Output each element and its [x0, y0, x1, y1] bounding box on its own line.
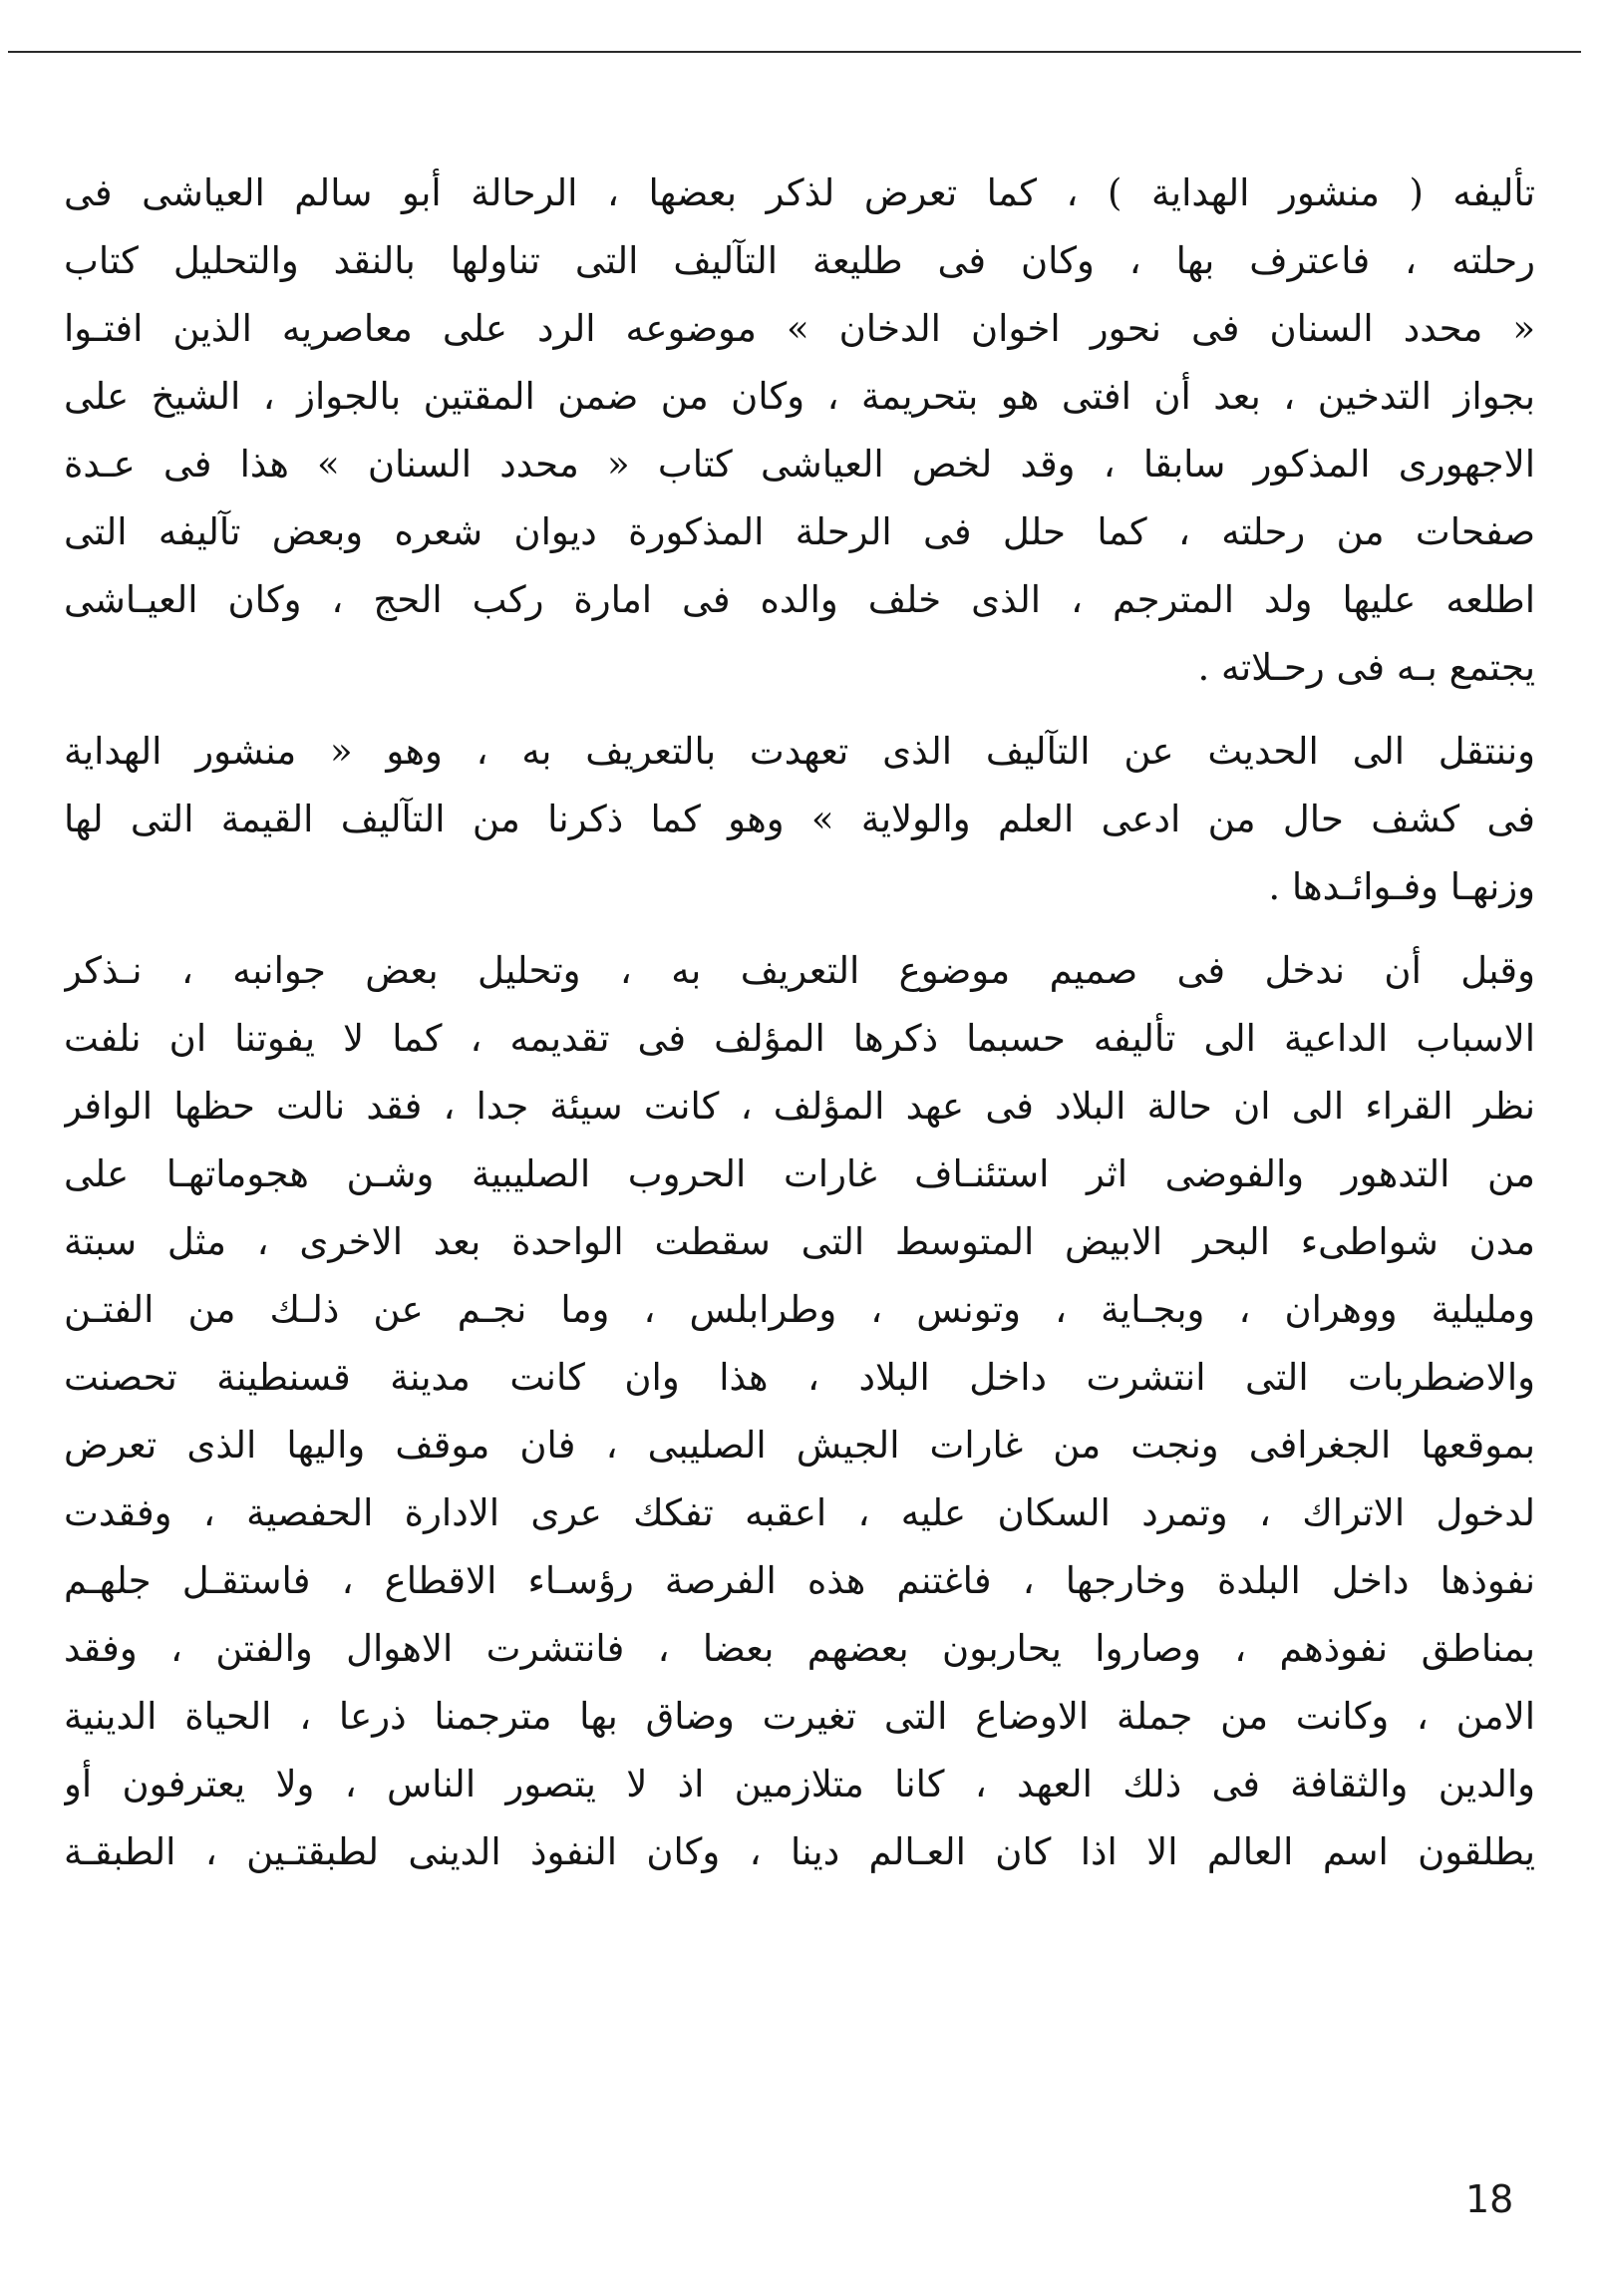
text-line: نفوذها داخل البلدة وخارجها ، فاغتنم هذه الفرصة رؤسـاء الاقطاع ، فاستقـل جلهـم	[64, 1559, 1535, 1602]
text-line: نظر القراء الى ان حالة البلاد فى عهد المؤلف ، كانت سيئة جدا ، فقد نالت حظها الوافر	[64, 1085, 1535, 1128]
text-line: الاسباب الداعية الى تأليفه حسبما ذكرها المؤلف فى تقديمه ، كما لا يفوتنا ان نلفت	[64, 1017, 1535, 1060]
text-line: بموقعها الجغرافى ونجت من غارات الجيش الصليبى ، فان موقف واليها الذى تعرض	[64, 1424, 1535, 1467]
paragraph-gap	[64, 921, 1535, 937]
page-body	[64, 160, 1535, 1886]
text-line: يطلقون اسم العالم الا اذا كان العـالم دينا ، وكان النفوذ الدينى لطبقتـين ، الطبقـة	[64, 1830, 1535, 1873]
text-line: وننتقل الى الحديث عن التآليف الذى تعهدت بالتعريف به ، وهو « منشور الهداية	[64, 730, 1535, 773]
page-number: 18	[1465, 2177, 1514, 2221]
text-line: الاجهورى المذكور سابقا ، وقد لخص العياشى كتاب « محدد السنان » هذا فى عـدة	[64, 443, 1535, 486]
text-line: يجتمع بـه فى رحـلاته .	[1197, 646, 1535, 689]
text-line: والدين والثقافة فى ذلك العهد ، كانا متلازمين اذ لا يتصور الناس ، ولا يعترفون أو	[64, 1763, 1535, 1805]
text-line: الامن ، وكانت من جملة الاوضاع التى تغيرت وضاق بها مترجمنا ذرعا ، الحياة الدينية	[64, 1695, 1535, 1738]
text-line: بمناطق نفوذهم ، وصاروا يحاربون بعضهم بعضا ، فانتشرت الاهوال والفتن ، وفقد	[64, 1627, 1535, 1670]
text-line: صفحات من رحلته ، كما حلل فى الرحلة المذكورة ديوان شعره وبعض تآليفه التى	[64, 510, 1535, 553]
paragraph-3	[64, 937, 1535, 1886]
paragraph-gap	[64, 702, 1535, 718]
text-line: وزنهـا وفـوائـدها .	[1268, 865, 1535, 908]
text-line: تأليفه ( منشور الهداية ) ، كما تعرض لذكر بعضها ، الرحالة أبو سالم العياشى فى	[64, 171, 1535, 214]
paragraph-1	[64, 160, 1535, 702]
paragraph-2	[64, 718, 1535, 921]
header-rule	[8, 51, 1581, 53]
text-line: « محدد السنان فى نحور اخوان الدخان » موضوعه الرد على معاصريه الذين افتـوا	[64, 307, 1535, 350]
text-line: بجواز التدخين ، بعد أن افتى هو بتحريمة ، وكان من ضمن المقتين بالجواز ، الشيخ على	[64, 375, 1535, 418]
text-line: ومليلية ووهران ، وبجـاية ، وتونس ، وطرابلس ، وما نجـم عن ذلـك من الفتـن	[64, 1288, 1535, 1331]
text-line: والاضطربات التى انتشرت داخل البلاد ، هذا وان كانت مدينة قسنطينة تحصنت	[64, 1356, 1535, 1399]
text-line: لدخول الاتراك ، وتمرد السكان عليه ، اعقبه تفكك عرى الادارة الحفصية ، وفقدت	[64, 1491, 1535, 1534]
text-line: مدن شواطىء البحر الابيض المتوسط التى سقطت الواحدة بعد الاخرى ، مثل سبتة	[64, 1220, 1535, 1263]
text-line: اطلعه عليها ولد المترجم ، الذى خلف والده فى امارة ركب الحج ، وكان العيـاشى	[64, 578, 1535, 621]
text-line: وقبل أن ندخل فى صميم موضوع التعريف به ، وتحليل بعض جوانبه ، نـذكر	[64, 949, 1535, 992]
text-line: من التدهور والفوضى اثر استئنـاف غارات الحروب الصليبية وشـن هجوماتهـا على	[64, 1152, 1535, 1195]
text-line: فى كشف حال من ادعى العلم والولاية » وهو كما ذكرنا من التآليف القيمة التى لها	[64, 798, 1535, 840]
text-line: رحلته ، فاعترف بها ، وكان فى طليعة التآليف التى تناولها بالنقد والتحليل كتاب	[64, 239, 1535, 282]
